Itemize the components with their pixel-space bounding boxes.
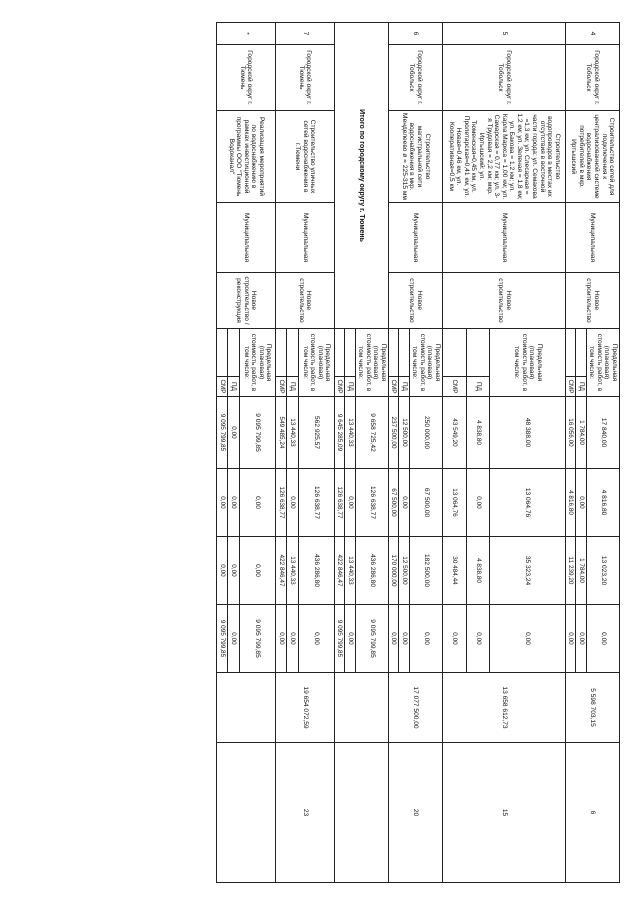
pd-year1-cell: 0,00 [345,469,355,537]
pd-year2-cell: 13 440,33 [345,537,355,605]
smr-total-cell: 43 549,20 [442,397,466,469]
smr-year3-cell: 0,00 [442,605,466,673]
total-cost-cell: 48 388,00 [490,397,566,469]
smr-label-cell: СМР [275,377,286,397]
year1-cell: 67 500,00 [409,469,442,537]
cost-label-cell: Предельная (плановая) стоимость работ, в том числе: [490,329,566,397]
year3-cell: 9 095 799,85 [239,605,275,673]
pd-year1-cell: 0,00 [399,469,409,537]
spacer-cell [388,329,398,377]
capacity-cell [334,673,388,743]
year3-cell: 0,00 [490,605,566,673]
pd-year3-cell: 0,00 [287,605,298,673]
pd-year2-cell: 13 440,33 [287,537,298,605]
pd-year2-cell: 1 784,00 [576,537,586,605]
pd-label-cell: ПД [287,377,298,397]
spacer-cell [334,329,344,377]
total-cost-cell: 562 925,57 [298,397,334,469]
capacity-cell: 5 598 703,15 [565,673,619,743]
project-name-cell: Строительство уличных сетей водоснабжения в г.Тюмени [275,111,334,203]
row-number: 7 [275,23,334,45]
percent-cell: 15 [442,743,565,883]
smr-total-cell: 16 056,00 [565,397,575,469]
year2-cell: 13 023,20 [586,537,619,605]
pd-year3-cell: 0,00 [228,605,239,673]
year3-cell: 0,00 [409,605,442,673]
percent-cell [334,743,388,883]
pd-total-cell: 4 838,80 [466,397,490,469]
city-total-title: Итого по городскому округу г. Тюмень [334,23,388,329]
ownership-cell: Муниципальная [565,203,619,273]
district-cell: Городской округ г. Тобольск [565,45,619,111]
total-cost-cell: 17 840,00 [586,397,619,469]
table-row [239,23,275,883]
ownership-cell: Муниципальная [388,203,442,273]
smr-year2-cell: 30 484,44 [442,537,466,605]
smr-year1-cell: 4 816,80 [565,469,575,537]
ownership-cell: Муниципальная [216,203,275,273]
smr-label-cell: СМР [388,377,398,397]
smr-total-cell: 9 095 799,85 [216,397,227,469]
pd-total-cell: 13 440,33 [345,397,355,469]
pd-total-cell: 12 500,00 [399,397,409,469]
year2-cell: 436 286,80 [298,537,334,605]
district-cell: Городской округ г. Тобольск [388,45,442,111]
district-cell: Городской округ г. Тюмень [275,45,334,111]
smr-year2-cell: 0,00 [216,537,227,605]
pd-year1-cell: 0,00 [576,469,586,537]
pd-label-cell: ПД [399,377,409,397]
year2-cell: 0,00 [239,537,275,605]
ownership-cell: Муниципальная [442,203,565,273]
percent-cell: 23 [275,743,334,883]
project-name-cell: Строительство сетей для подключения к централизованной системе водоснабжения потребителей в мкр. Иртышский [565,111,619,203]
capacity-cell: 17 077 500,00 [388,673,442,743]
smr-year3-cell: 0,00 [388,605,398,673]
investment-table [216,22,620,883]
smr-total-cell: 9 645 285,09 [334,397,344,469]
district-cell: Городской округ г. Тобольск [442,45,565,111]
row-number: 6 [388,23,442,45]
construction-type-cell: Новое строительство / реконструкция [216,273,275,329]
capacity-cell: 13 658 612,73 [442,673,565,743]
spacer-cell [275,329,286,377]
row-number: * [216,23,275,45]
capacity-cell [216,673,275,743]
pd-year1-cell: 0,00 [228,469,239,537]
pd-total-cell: 13 440,33 [287,397,298,469]
smr-year1-cell: 126 638,77 [334,469,344,537]
year1-cell: 0,00 [239,469,275,537]
year1-cell: 4 816,80 [586,469,619,537]
year1-cell: 126 638,77 [355,469,388,537]
smr-label-cell: СМР [334,377,344,397]
pd-year3-cell: 0,00 [576,605,586,673]
smr-total-cell: 237 500,00 [388,397,398,469]
spacer-cell [287,329,298,377]
year3-cell: 0,00 [298,605,334,673]
table-body [216,23,619,883]
pd-total-cell: 0,00 [228,397,239,469]
pd-year3-cell: 0,00 [399,605,409,673]
spacer-cell [576,329,586,377]
spacer-cell [565,329,575,377]
total-row [355,23,388,883]
smr-label-cell: СМР [442,377,466,397]
year1-cell: 126 638,77 [298,469,334,537]
percent-cell: 6 [565,743,619,883]
smr-year2-cell: 422 846,47 [334,537,344,605]
pd-year2-cell: 0,00 [228,537,239,605]
capacity-cell: 19 654 072,59 [275,673,334,743]
spacer-cell [228,329,239,377]
cost-label-cell: Предельная (плановая) стоимость работ, в том числе: [355,329,388,397]
year2-cell: 182 500,00 [409,537,442,605]
cost-label-cell: Предельная (плановая) стоимость работ, в том числе: [586,329,619,397]
smr-total-cell: 549 485,24 [275,397,286,469]
row-number: 4 [565,23,619,45]
ownership-cell: Муниципальная [275,203,334,273]
smr-year3-cell: 9 095 799,85 [216,605,227,673]
pd-total-cell: 1 784,00 [576,397,586,469]
construction-type-cell: Новое строительство [565,273,619,329]
smr-label-cell: СМР [565,377,575,397]
smr-year1-cell: 67 500,00 [388,469,398,537]
spacer-cell [399,329,409,377]
pd-label-cell: ПД [466,377,490,397]
project-name-cell: Реализация мероприятий по водоснабжению в рамках инвестиционной программы ООО "Тюмень Водоканал" [216,111,275,203]
smr-year3-cell: 0,00 [565,605,575,673]
cost-label-cell: Предельная (плановая) стоимость работ, в том числе: [409,329,442,397]
total-cost-cell: 9 095 799,85 [239,397,275,469]
pd-year1-cell: 0,00 [466,469,490,537]
smr-year3-cell: 9 095 799,85 [334,605,344,673]
smr-year1-cell: 126 638,77 [275,469,286,537]
smr-year3-cell: 0,00 [275,605,286,673]
year1-cell: 13 064,76 [490,469,566,537]
project-name-cell: Строительство водопроводов в местах их отсутствия в восточной части города: ул. Семакова =1,3 км; ул. Слесарная = 1,2 км; ул. Зеленая = 1,8 км; ул. Бакова = 1,2 км; ул. Карла Маркса = 1,00 км; ул. Самарская = 0,77 км; ул. 3-я Трудовая = 2,2 км; мкр. Иртышский: ул. Тюменская=0,45 км, ул. Пролетарская=0,41 км, ул. Новая=0,46 км, ул. Кооперативная=0,5 км [442,111,565,203]
construction-type-cell: Новое строительство [442,273,565,329]
spacer-cell [466,329,490,377]
pd-year3-cell: 0,00 [466,605,490,673]
rotated-document-page [80,22,620,882]
project-name-cell: Строительство магистральной сети водоснабжения в мкр. Менделеево ø = 225-315 мм [388,111,442,203]
pd-label-cell: ПД [228,377,239,397]
smr-year1-cell: 13 064,76 [442,469,466,537]
construction-type-cell: Новое строительство [275,273,334,329]
pd-year2-cell: 12 500,00 [399,537,409,605]
table-row [298,23,334,883]
year3-cell: 0,00 [586,605,619,673]
year2-cell: 35 323,24 [490,537,566,605]
row-number: 5 [442,23,565,45]
pd-label-cell: ПД [345,377,355,397]
pd-year1-cell: 0,00 [287,469,298,537]
smr-year2-cell: 170 000,00 [388,537,398,605]
cost-label-cell: Предельная (плановая) стоимость работ, в том числе: [239,329,275,397]
smr-label-cell: СМР [216,377,227,397]
spacer-cell [442,329,466,377]
pd-label-cell: ПД [576,377,586,397]
spacer-cell [216,329,227,377]
total-cost-cell: 250 000,00 [409,397,442,469]
smr-year1-cell: 0,00 [216,469,227,537]
year2-cell: 436 286,80 [355,537,388,605]
cost-label-cell: Предельная (плановая) стоимость работ, в том числе: [298,329,334,397]
total-cost-cell: 9 658 725,42 [355,397,388,469]
spacer-cell [345,329,355,377]
pd-year3-cell: 0,00 [345,605,355,673]
construction-type-cell: Новое строительство [388,273,442,329]
percent-cell [216,743,275,883]
pd-year2-cell: 4 838,80 [466,537,490,605]
smr-year2-cell: 422 846,47 [275,537,286,605]
smr-year2-cell: 11 239,20 [565,537,575,605]
table-row [586,23,619,883]
district-cell: Городской округ г. Тюмень [216,45,275,111]
table-row [409,23,442,883]
year3-cell: 9 095 799,85 [355,605,388,673]
percent-cell: 20 [388,743,442,883]
table-row [490,23,566,883]
